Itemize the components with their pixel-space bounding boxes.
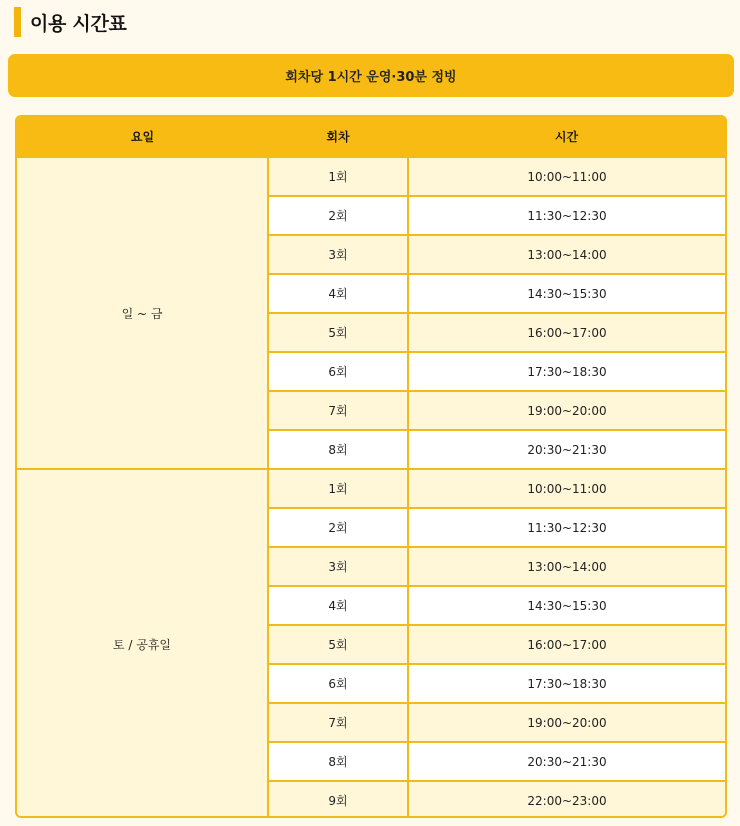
table-row [17, 157, 725, 196]
schedule-table [15, 115, 727, 818]
round-cell: 7회 [268, 703, 408, 742]
round-cell: 9회 [268, 781, 408, 818]
time-cell: 16:00~17:00 [408, 625, 725, 664]
time-cell: 14:30~15:30 [408, 586, 725, 625]
round-cell: 3회 [268, 547, 408, 586]
time-cell: 17:30~18:30 [408, 664, 725, 703]
time-cell: 22:00~23:00 [408, 781, 725, 818]
header-day: 요일 [17, 117, 268, 157]
round-cell: 1회 [268, 469, 408, 508]
page-title-text: 이용 시간표 [30, 12, 127, 35]
round-cell: 7회 [268, 391, 408, 430]
day-cell: 일 ~ 금 [17, 157, 268, 469]
time-cell: 20:30~21:30 [408, 430, 725, 469]
time-cell: 11:30~12:30 [408, 196, 725, 235]
notice-text: 회차당 1시간 운영·30분 정빙 [285, 70, 457, 85]
time-cell: 14:30~15:30 [408, 274, 725, 313]
time-cell: 11:30~12:30 [408, 508, 725, 547]
round-cell: 4회 [268, 586, 408, 625]
round-cell: 6회 [268, 352, 408, 391]
time-cell: 19:00~20:00 [408, 703, 725, 742]
round-cell: 8회 [268, 742, 408, 781]
round-cell: 8회 [268, 430, 408, 469]
round-cell: 5회 [268, 625, 408, 664]
time-cell: 19:00~20:00 [408, 391, 725, 430]
round-cell: 3회 [268, 235, 408, 274]
round-cell: 2회 [268, 508, 408, 547]
table-row [17, 469, 725, 508]
time-cell: 13:00~14:00 [408, 235, 725, 274]
round-cell: 4회 [268, 274, 408, 313]
notice-banner [8, 54, 734, 97]
time-cell: 17:30~18:30 [408, 352, 725, 391]
time-cell: 10:00~11:00 [408, 469, 725, 508]
time-cell: 10:00~11:00 [408, 157, 725, 196]
header-round: 회차 [268, 117, 408, 157]
table-header-row [17, 117, 725, 157]
day-cell: 토 / 공휴일 [17, 469, 268, 818]
time-cell: 20:30~21:30 [408, 742, 725, 781]
time-cell: 13:00~14:00 [408, 547, 725, 586]
round-cell: 2회 [268, 196, 408, 235]
round-cell: 6회 [268, 664, 408, 703]
time-cell: 16:00~17:00 [408, 313, 725, 352]
round-cell: 1회 [268, 157, 408, 196]
header-time: 시간 [408, 117, 725, 157]
title-accent-bar [14, 7, 21, 37]
page-title [14, 7, 127, 37]
round-cell: 5회 [268, 313, 408, 352]
